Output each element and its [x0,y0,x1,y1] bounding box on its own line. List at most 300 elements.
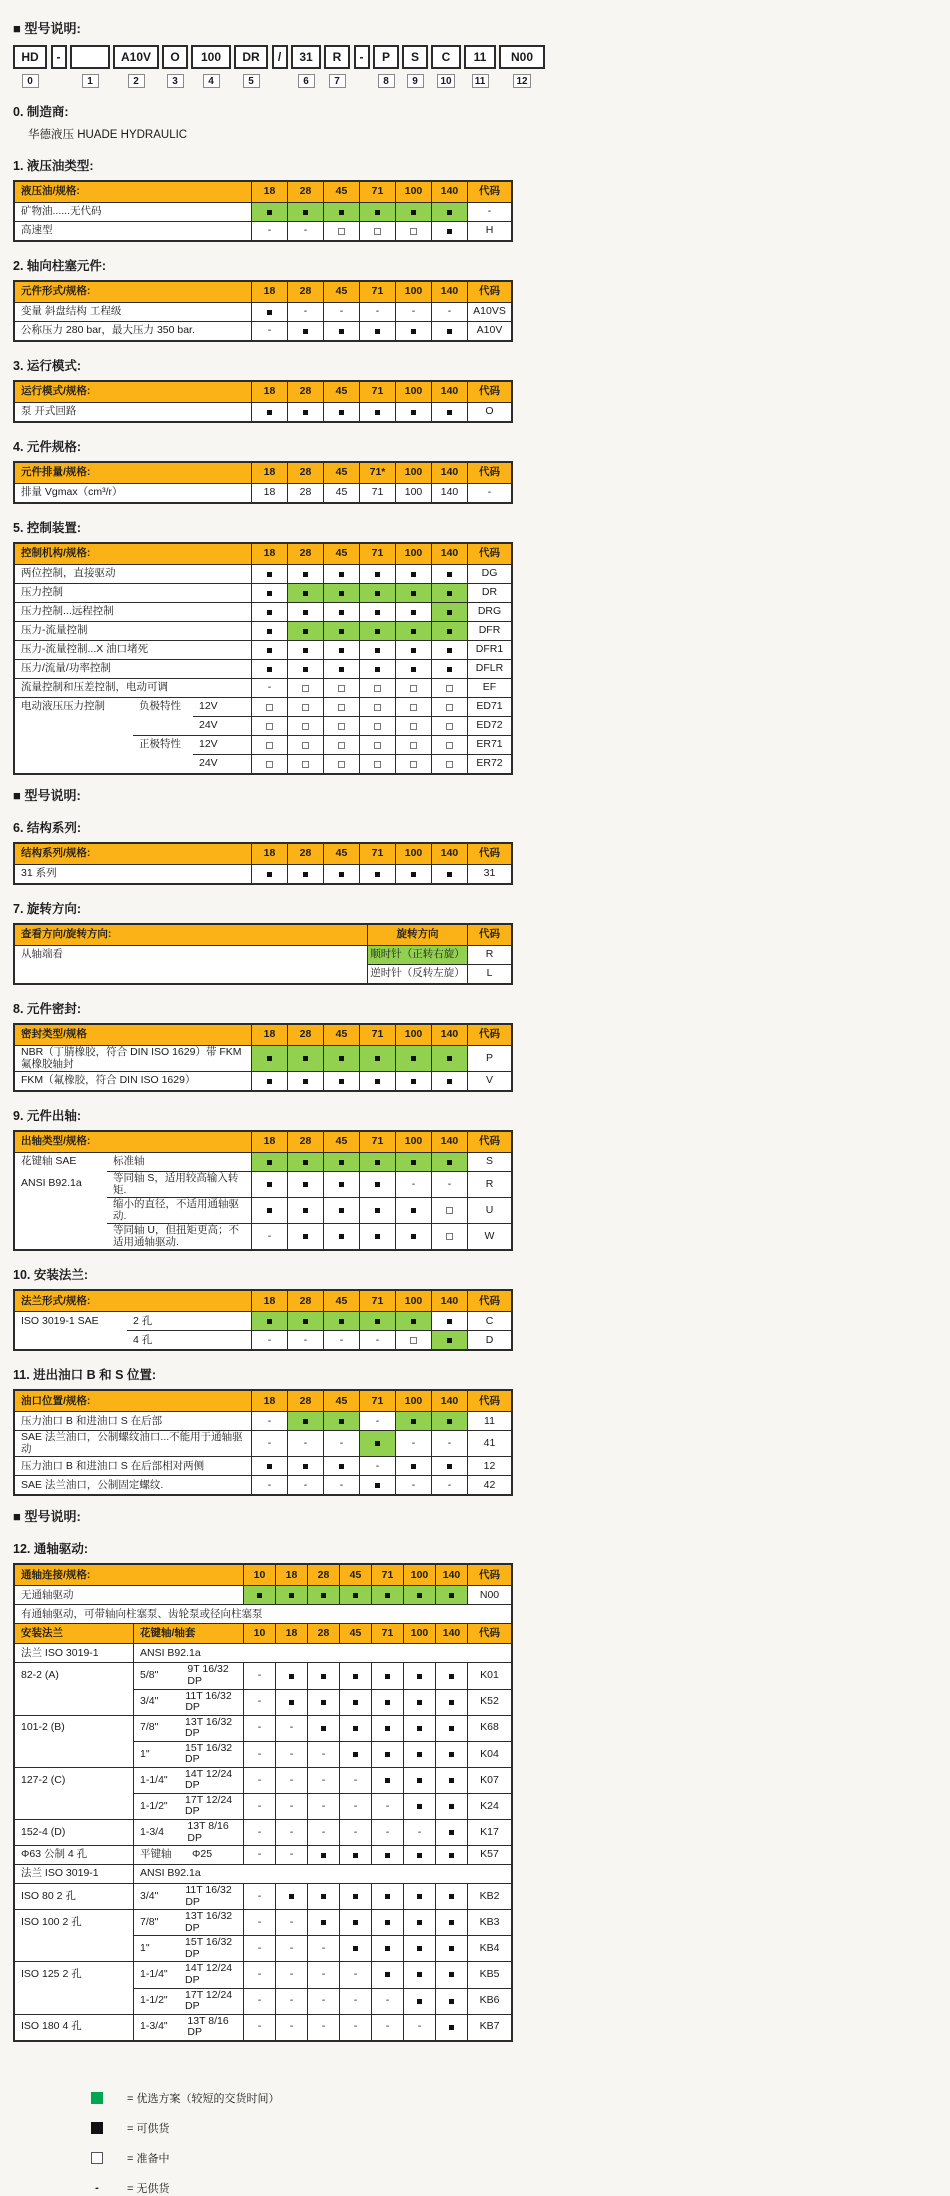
header-cell: 100 [395,1132,431,1152]
preferred-cell [435,1585,467,1604]
filled-square-icon [353,1726,358,1731]
open-square-icon [302,742,309,749]
unavailable-cell: - [307,2014,339,2040]
open-square-icon [374,761,381,768]
table-unit-size [13,461,513,504]
filled-square-icon [385,1853,390,1858]
filled-square-icon [339,1419,344,1424]
table-port-position [13,1389,513,1496]
code-cell: - [467,483,511,502]
filled-square-icon [375,1483,380,1488]
label-cell: 排量 Vgmax（cm³/r） [15,483,251,502]
open-square-icon [410,1337,417,1344]
table-row [15,1330,511,1349]
model-code-unit [373,45,399,88]
unavailable-cell: - [339,2014,371,2040]
table-row [15,1223,511,1249]
table-header-row [15,1391,511,1411]
table-row [15,602,511,621]
model-code-index: 8 [378,74,395,88]
header-cell: 代码 [467,1391,511,1411]
available-cell [275,1662,307,1688]
unavailable-cell: - [287,1330,323,1349]
available-cell [431,1311,467,1330]
label-cell [15,716,133,735]
available-cell [403,1909,435,1935]
table-drive-shaft [13,1130,513,1251]
code-cell: DFR [467,621,511,640]
filled-square-icon [385,1946,390,1951]
unavailable-cell: - [431,1171,467,1197]
open-square-icon [374,685,381,692]
code-cell: C [467,1311,511,1330]
available-cell [339,1935,371,1961]
preparing-cell [323,697,359,716]
filled-square-icon [303,1208,308,1213]
code-cell: A10V [467,321,511,340]
table-axial-piston-unit [13,280,513,342]
label-cell: 法兰 ISO 3019-1 [15,1864,133,1883]
header-cell: 18 [251,282,287,302]
table-row [15,1311,511,1330]
model-code-unit [162,45,188,88]
label-cell: 12V [193,735,251,754]
code-cell: K24 [467,1793,511,1819]
filled-square-icon [267,1464,272,1469]
shaft-size: 平键轴 [140,1848,172,1861]
unavailable-cell: - [275,1909,307,1935]
table-header-row [15,1565,511,1585]
filled-square-icon [447,667,452,672]
label-cell: 泵 开式回路 [15,402,251,421]
preparing-cell [431,716,467,735]
preferred-cell [431,621,467,640]
shaft-size: 3/4" [140,1695,159,1708]
label-cell: 压力控制 [15,583,251,602]
preparing-cell [359,221,395,240]
preparing-cell [359,716,395,735]
unavailable-cell: - [243,1662,275,1688]
filled-square-icon [449,1752,454,1757]
shaft-teeth: 9T 16/32 DP [187,1663,229,1688]
available-cell [339,1741,371,1767]
available-cell [435,1715,467,1741]
preparing-cell [359,735,395,754]
model-code-unit [13,45,47,88]
filled-square-icon [447,1319,452,1324]
preferred-cell [251,1045,287,1071]
unavailable-cell: - [243,2014,275,2040]
filled-square-icon [411,329,416,334]
filled-square-icon [339,1208,344,1213]
available-cell [323,321,359,340]
table-row [15,1071,511,1090]
model-code-box: 31 [291,45,321,69]
label-cell: 压力油口 B 和进油口 S 在后部相对两侧 [15,1456,251,1475]
preferred-cell [359,1430,395,1456]
code-cell: A10VS [467,302,511,321]
table-row [15,221,511,240]
header-cell: 140 [435,1623,467,1643]
unavailable-cell: - [403,1819,435,1845]
filled-square-icon [353,1752,358,1757]
filled-square-icon [385,1894,390,1899]
model-code-index: 9 [407,74,424,88]
header-cell: 71 [359,282,395,302]
model-code-box [70,45,110,69]
open-square-icon [446,1233,453,1240]
label-cell: 矿物油......无代码 [15,202,251,221]
preferred-cell [323,1411,359,1430]
filled-square-icon [385,1593,390,1598]
table-row [15,754,511,773]
filled-square-icon [375,1208,380,1213]
filled-square-icon [353,1674,358,1679]
available-cell [395,864,431,883]
open-square-icon [302,704,309,711]
code-cell: L [467,964,511,983]
available-cell [339,1689,371,1715]
filled-square-icon [411,667,416,672]
table-row [15,1988,511,2014]
filled-square-icon [449,1920,454,1925]
available-cell [251,864,287,883]
section-title: 2. 轴向柱塞元件: [13,259,107,273]
header-cell: 28 [287,844,323,864]
label-cell: 等同轴 U，但扭矩更高；不适用通轴驱动. [107,1223,251,1249]
model-code-index-spacer [353,74,370,88]
filled-square-icon [303,1160,308,1165]
unavailable-cell: - [307,1793,339,1819]
filled-square-icon [353,1946,358,1951]
filled-square-icon [303,1419,308,1424]
label-cell: 2 孔 [127,1311,251,1330]
header-cell: 通轴连接/规格: [15,1565,243,1585]
available-cell [403,1689,435,1715]
available-cell [307,1715,339,1741]
shaft-size: 1" [140,1942,150,1955]
table-design-series [13,842,513,885]
model-code-unit [50,45,67,88]
label-cell [133,1767,243,1793]
open-square-icon [266,723,273,730]
open-square-icon [266,704,273,711]
filled-square-icon [339,667,344,672]
preferred-cell [287,1152,323,1171]
open-square-icon [338,761,345,768]
unavailable-cell: - [431,1475,467,1494]
header-cell: 140 [431,544,467,564]
filled-square-icon [267,1319,272,1324]
available-cell [359,402,395,421]
label-cell [133,1845,243,1864]
filled-square-icon [411,1319,416,1324]
filled-square-icon [339,610,344,615]
header-cell: 控制机构/规格: [15,544,251,564]
section-title: 6. 结构系列: [13,821,82,835]
filled-square-icon [339,1160,344,1165]
section-title: 8. 元件密封: [13,1002,82,1016]
unavailable-cell: - [243,1883,275,1909]
available-cell [395,1223,431,1249]
header-cell: 出轴类型/规格: [15,1132,251,1152]
preferred-cell [287,1411,323,1430]
filled-square-icon [339,872,344,877]
unavailable-cell: - [251,321,287,340]
value-cell: 71 [359,483,395,502]
header-cell: 71 [359,182,395,202]
preferred-cell [287,1045,323,1071]
label-cell: ANSI B92.1a [133,1643,511,1662]
header-cell: 代码 [467,282,511,302]
available-cell [371,1909,403,1935]
header-cell: 旋转方向 [367,925,467,945]
preferred-cell [323,1311,359,1330]
available-cell [371,1845,403,1864]
header-cell: 71 [359,1291,395,1311]
label-cell: 压力-流量控制...X 油口堵死 [15,640,251,659]
code-cell: 41 [467,1430,511,1456]
filled-square-icon [417,1804,422,1809]
table-row [15,1689,511,1715]
model-code-index: 4 [203,74,220,88]
available-cell [339,1662,371,1688]
preparing-cell [431,735,467,754]
unavailable-cell: - [275,1988,307,2014]
header-cell: 45 [323,844,359,864]
filled-square-icon [375,648,380,653]
shaft-size: 1" [140,1747,150,1760]
unavailable-cell: - [323,1475,359,1494]
label-cell [15,1330,127,1349]
label-cell [133,1741,243,1767]
unavailable-cell: - [251,1475,287,1494]
label-cell: 24V [193,754,251,773]
preferred-cell [403,1585,435,1604]
preferred-cell [431,1045,467,1071]
available-cell [287,564,323,583]
unavailable-cell: - [431,1430,467,1456]
header-cell: 100 [403,1623,435,1643]
preferred-cell [395,583,431,602]
table-row [15,1793,511,1819]
table-row [15,1430,511,1456]
unavailable-cell: - [275,1767,307,1793]
value-cell: 顺时针（正转右旋） [367,945,467,964]
label-cell [15,1223,107,1249]
shaft-size: 1-3/4" [140,2020,168,2033]
open-square-icon [302,761,309,768]
available-cell [287,864,323,883]
preferred-cell [395,1311,431,1330]
code-cell: O [467,402,511,421]
filled-square-icon [385,1752,390,1757]
filled-square-icon [303,1182,308,1187]
header-cell: 代码 [467,1291,511,1311]
label-cell [133,2014,243,2040]
table-row [15,1715,511,1741]
header-cell: 45 [323,544,359,564]
filled-square-icon [303,610,308,615]
filled-square-icon [375,591,380,596]
unavailable-cell: - [287,1475,323,1494]
table-row [15,1171,511,1197]
header-cell: 28 [287,1391,323,1411]
filled-square-icon [375,1079,380,1084]
header-cell: 71* [359,463,395,483]
table-row [15,1585,511,1604]
preferred-cell [323,1045,359,1071]
preferred-cell [359,583,395,602]
header-cell: 代码 [467,1565,511,1585]
available-cell [251,564,287,583]
header-cell: 18 [275,1565,307,1585]
header-cell: 28 [287,1025,323,1045]
filled-square-icon [447,591,452,596]
preparing-cell [287,735,323,754]
open-square-icon [446,723,453,730]
available-cell [403,1883,435,1909]
table-rotation-direction [13,923,513,985]
table-row [15,716,511,735]
filled-square-icon [303,1234,308,1239]
unavailable-cell: - [339,1819,371,1845]
filled-square-icon [411,1160,416,1165]
table-row [15,1604,511,1623]
label-cell [133,1988,243,2014]
header-cell: 代码 [467,1025,511,1045]
code-cell: DRG [467,602,511,621]
filled-square-icon [449,1830,454,1835]
available-cell [287,1223,323,1249]
code-cell: K17 [467,1819,511,1845]
filled-square-icon [447,410,452,415]
available-cell [435,1662,467,1688]
preferred-cell [307,1585,339,1604]
table-header-row [15,1132,511,1152]
filled-square-icon [449,1946,454,1951]
unavailable-cell: - [395,1171,431,1197]
available-cell [251,1197,287,1223]
header-cell: 代码 [467,844,511,864]
table-row [15,302,511,321]
unavailable-cell: - [243,1767,275,1793]
filled-square-icon [267,1208,272,1213]
filled-square-icon [303,210,308,215]
model-code-unit [464,45,496,88]
filled-square-icon [385,1778,390,1783]
section-title: 4. 元件规格: [13,440,82,454]
table-row [15,402,511,421]
filled-square-icon [339,1319,344,1324]
filled-square-icon [321,1853,326,1858]
available-cell [359,1197,395,1223]
available-cell [403,1741,435,1767]
available-cell [371,1935,403,1961]
shaft-teeth: 15T 16/32 DP [185,1936,233,1960]
label-cell: 流量控制和压差控制，电动可调 [15,678,251,697]
filled-square-icon [267,1079,272,1084]
table-row [15,321,511,340]
legend-label: = 无供货 [127,2182,170,2195]
available-cell [431,864,467,883]
preparing-cell [431,1197,467,1223]
filled-square-icon [385,1674,390,1679]
unavailable-cell: - [287,221,323,240]
preparing-cell [323,221,359,240]
open-square-icon [446,742,453,749]
label-cell: ANSI B92.1a [133,1864,511,1883]
available-cell [339,1845,371,1864]
header-cell: 100 [395,463,431,483]
unavailable-cell: - [339,1767,371,1793]
label-cell: SAE 法兰油口，公制螺纹油口...不能用于通轴驱动 [15,1430,251,1456]
preparing-cell [359,754,395,773]
shaft-size: 7/8" [140,1915,159,1928]
model-code-index: 7 [329,74,346,88]
preparing-cell [359,697,395,716]
available-cell [287,659,323,678]
label-cell: 24V [193,716,251,735]
code-cell: ED71 [467,697,511,716]
label-cell: SAE 法兰油口，公制固定螺纹. [15,1475,251,1494]
filled-square-icon [267,610,272,615]
shaft-size: 1-1/2" [140,1799,168,1812]
filled-square-icon [417,1726,422,1731]
filled-square-icon [447,629,452,634]
available-cell [359,864,395,883]
unavailable-cell: - [243,1689,275,1715]
filled-square-icon [417,1700,422,1705]
preferred-cell [359,202,395,221]
filled-square-icon [339,1182,344,1187]
unavailable-cell: - [359,1330,395,1349]
available-cell [251,640,287,659]
code-cell: DFLR [467,659,511,678]
available-cell [323,864,359,883]
preparing-cell [323,678,359,697]
preparing-cell [251,697,287,716]
filled-square-icon [375,329,380,334]
label-cell: 负极特性 [133,697,193,716]
header-cell: 28 [287,544,323,564]
code-cell: DFR1 [467,640,511,659]
preferred-cell [251,202,287,221]
table-row [15,2014,511,2040]
filled-square-icon [447,610,452,615]
filled-square-icon [449,1894,454,1899]
table-row [15,659,511,678]
preferred-cell [251,1152,287,1171]
shaft-size: 1-1/4" [140,1968,168,1981]
label-cell: 4 孔 [127,1330,251,1349]
table-row [15,964,511,983]
available-cell [307,1909,339,1935]
section-title: 3. 运行模式: [13,359,82,373]
unavailable-cell: - [307,1935,339,1961]
available-cell [431,321,467,340]
available-cell [395,1071,431,1090]
preferred-cell [395,1045,431,1071]
preparing-cell [323,716,359,735]
filled-square-icon [267,629,272,634]
unavailable-cell: - [275,1935,307,1961]
available-cell [251,583,287,602]
shaft-size: 1-1/2" [140,1994,168,2007]
table-hydraulic-oil-type [13,180,513,242]
header-cell: 100 [395,382,431,402]
filled-square-icon [339,1464,344,1469]
